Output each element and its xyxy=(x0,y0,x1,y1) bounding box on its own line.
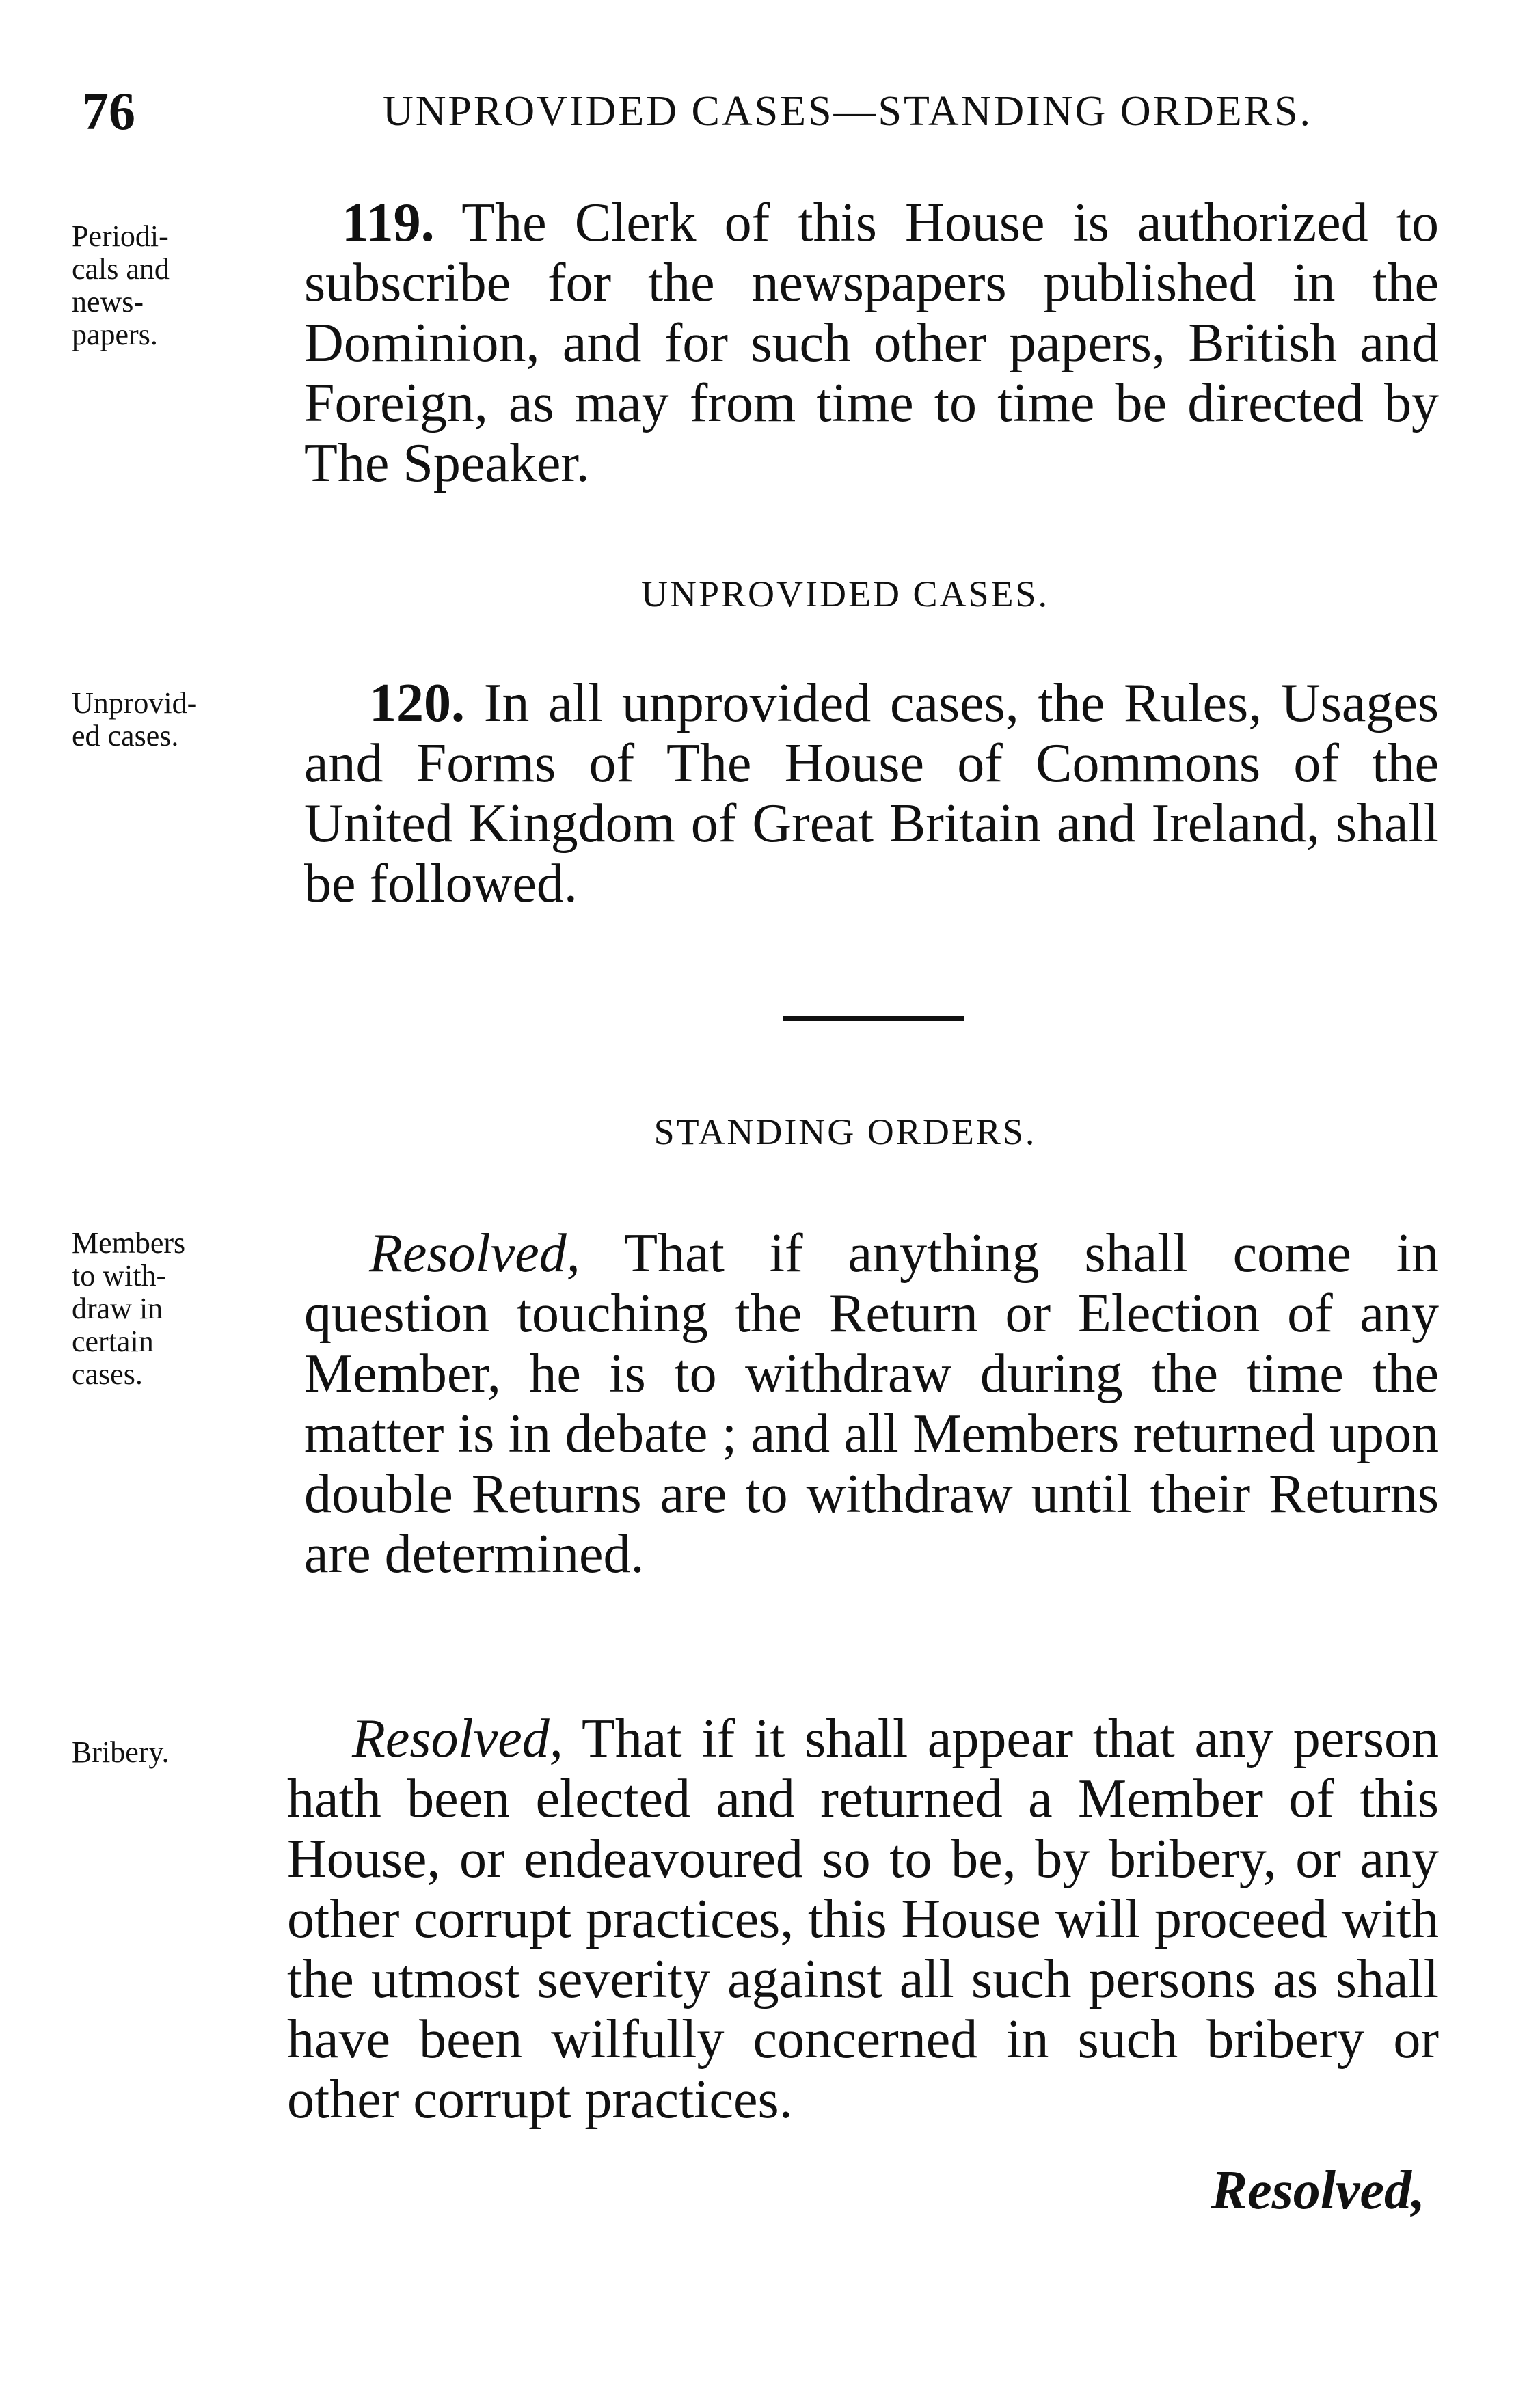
running-head: UNPROVIDED CASES—STANDING ORDERS. xyxy=(383,88,1312,135)
margin-note-members-withdraw: Members to with- draw in certain cases. xyxy=(72,1226,186,1391)
order-bribery-text: That if it shall appear that any person hath been elected and returned a Member of this House, or endeavoured so to be, by bribery, or any other corrupt practices, this House will proceed with the utmost severity against all such persons as shall have been wilfully concerned in such bribery or other corrupt practices. xyxy=(287,1709,1439,2130)
section-divider xyxy=(783,1016,964,1021)
order-withdraw-paragraph xyxy=(304,1223,1439,1584)
margin-note-periodicals: Periodi- cals and news- papers. xyxy=(72,219,170,351)
page-number: 76 xyxy=(82,81,135,141)
order-withdraw-text: That if anything shall come in question touching the Return or Election of any Member, he is to withdraw during the time the matter is in debate ; and all Members returned upon double Returns are to withdraw until their Returns are determined. xyxy=(304,1223,1439,1584)
order-withdraw-resolved: Resolved, xyxy=(369,1223,580,1284)
section-heading-unprovided-cases: UNPROVIDED CASES. xyxy=(640,573,1050,614)
rule-119-number: 119. xyxy=(342,193,435,253)
rule-120-number: 120. xyxy=(369,673,465,733)
rule-119-text: The Clerk of this House is authorized to subscribe for the newspapers published in the Dominion, and for such other papers, British and Foreign, as may from time to time be directed by The Speaker. xyxy=(304,193,1439,493)
catchword: Resolved, xyxy=(1211,2160,1425,2221)
page-header xyxy=(82,81,1463,142)
margin-note-unprovided-cases: Unprovid- ed cases. xyxy=(72,686,198,753)
rule-119-paragraph xyxy=(304,193,1439,493)
order-bribery-paragraph xyxy=(287,1709,1439,2130)
rule-120-text: In all unprovided cases, the Rules, Usages and Forms of The House of Commons of the United Kingdom of Great Britain and Ireland, shall be followed. xyxy=(304,673,1439,914)
margin-note-bribery: Bribery. xyxy=(72,1735,170,1769)
order-bribery-resolved: Resolved, xyxy=(352,1709,563,1769)
rule-120-paragraph xyxy=(304,673,1439,914)
section-heading-standing-orders: STANDING ORDERS. xyxy=(653,1111,1037,1152)
